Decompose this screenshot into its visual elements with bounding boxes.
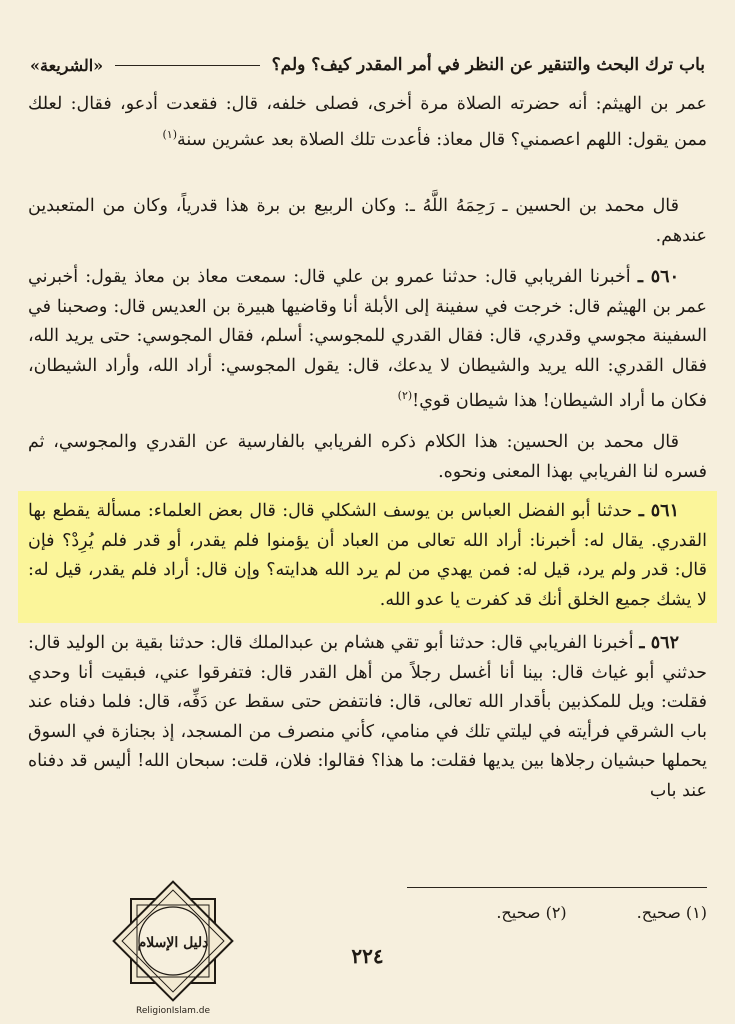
header-rule	[115, 65, 259, 66]
narration-number: ٥٦١ ـ	[638, 501, 679, 522]
narration-561: ٥٦١ ـ حدثنا أبو الفضل العباس بن يوسف الشكلي قال: قال بعض العلماء: مسألة يقطع بها القدري. يقال له: أخبرنا: أراد الله تعالى من العباد أن يؤمنوا فلم يقدر، أو قدر فلم يُرِدْ؟ فإن قال: قدر ولم يرد، قيل له: فمن يهدي من لم يرد الله هدايته؟ وإن قال: أراد فلم يقدر، قيل له: لا يشك جميع الخلق أنك قد كفرت يا عدو الله.	[28, 501, 707, 610]
footnote-ref-2: (٢)	[397, 389, 413, 402]
footnotes	[307, 903, 707, 922]
footnote-2: (٢) صحيح.	[496, 903, 567, 922]
author-comment-paragraph: قال محمد بن الحسين ـ رَحِمَهُ اللَّهُ ـ: وكان الربيع بن برة هذا قدرياً، وكان من المتعبدين عندهم.	[28, 196, 707, 246]
highlighted-narration-block	[18, 491, 717, 623]
narration-number: ٥٦٢ ـ	[639, 633, 679, 654]
running-header	[30, 50, 705, 80]
author-comment-paragraph-2: قال محمد بن الحسين: هذا الكلام ذكره الفريابي بالفارسية عن القدري والمجوسي، ثم فسره لنا الفريابي بهذا المعنى ونحوه.	[28, 432, 707, 482]
watermark-logo-icon	[108, 876, 238, 1006]
page-number: ٢٢٤	[351, 944, 384, 968]
page-body	[28, 90, 707, 806]
chapter-title: باب ترك البحث والتنقير عن النظر في أمر المقدر كيف؟ ولم؟	[271, 55, 705, 75]
paragraph-continuation: عمر بن الهيثم: أنه حضرته الصلاة مرة أخرى، فصلى خلفه، قال: فقعدت أدعو، فقال: لعلك ممن يقول: اللهم اعصمني؟ قال معاذ: فأعدت تلك الصلاة بعد عشرين سنة$^{(١)}$	[28, 94, 707, 150]
narration-562: ٥٦٢ ـ أخبرنا الفريابي قال: حدثنا أبو تقي هشام بن عبدالملك قال: حدثنا بقية بن الوليد قال: حدثني أبو غياث قال: بينا أنا أغسل رجلاً من أهل القدر قال: فتفرقوا عني، فبقيت أنا وحدي فقلت: ويل للمكذبين بأقدار الله تعالى، قال: فانتفض حتى سقط عن دَفِّه، قال: فلما دفناه عند باب الشرقي فرأيته في ليلتي تلك في منامي، كأني منصرف من المسجد، إذ بجنازة في السوق يحملها حبشيان رجلاها بين يديها فقلت: ما هذا؟ فقالوا: فلان، قلت: سبحان الله! أليس قد دفناه عند باب	[28, 633, 707, 801]
narration-560: ٥٦٠ ـ أخبرنا الفريابي قال: حدثنا عمرو بن علي قال: سمعت معاذ بن معاذ يقول: أخبرني عمر بن الهيثم قال: خرجت في سفينة إلى الأبلة أنا وقاضيها هبيرة بن العديس قال: وصحبنا في السفينة مجوسي وقدري، قال: فقال القدري للمجوسي: أسلم، فقال المجوسي: حتى يريد الله، فقال القدري: الله يريد والشيطان لا يدعك، قال: يقول المجوسي: أراد الله، وأراد الشيطان، فكان ما أراد الشيطان! هذا شيطان قوي!$^{(٢)}$	[28, 267, 707, 411]
narration-number: ٥٦٠ ـ	[637, 267, 679, 287]
book-title: «الشريعة»	[30, 55, 104, 75]
logo-text: دليل الإسلام	[137, 935, 209, 951]
footnote-1: (١) صحيح.	[636, 903, 707, 922]
footnote-rule	[407, 887, 707, 888]
footnote-ref-1: (١)	[162, 127, 177, 141]
website-watermark: ReligionIslam.de	[135, 1006, 211, 1016]
